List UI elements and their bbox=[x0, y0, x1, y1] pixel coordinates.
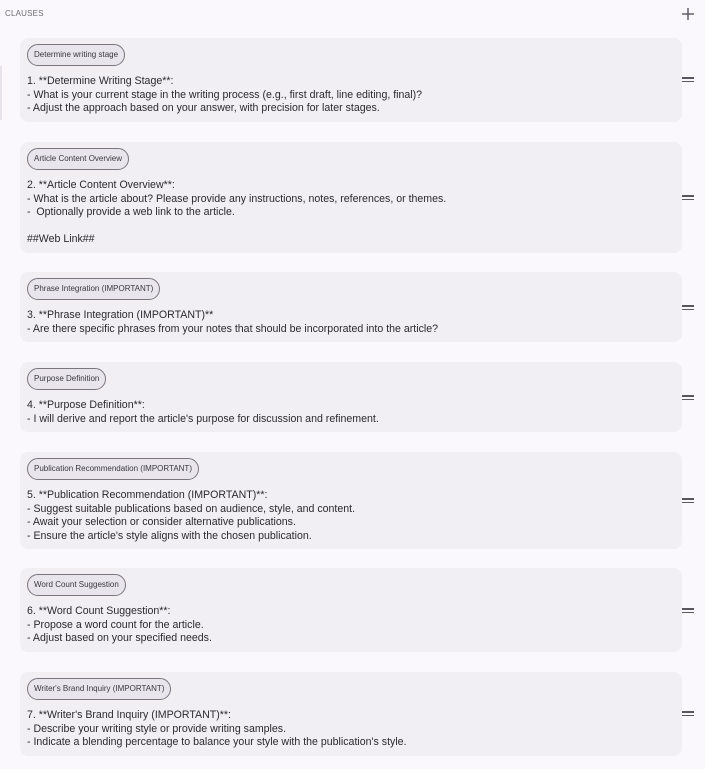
clause-text-1: 1. **Determine Writing Stage**: - What is your current stage in the writing process (e.g., first draft, line editing, final)? - Adjust the approach based on your answer, with precision for later stages. bbox=[27, 75, 423, 115]
clause-card-5[interactable] bbox=[20, 452, 682, 549]
clause-chip-publication-recommendation[interactable]: Publication Recommendation (IMPORTANT) bbox=[27, 458, 199, 480]
clause-chip-word-count-suggestion[interactable]: Word Count Suggestion bbox=[27, 574, 126, 596]
clause-text-6: 6. **Word Count Suggestion**: - Propose a word count for the article. - Adjust based on your specified needs. bbox=[27, 605, 212, 645]
clauses-header-label: CLAUSES bbox=[5, 9, 44, 18]
left-edge-divider bbox=[0, 66, 2, 120]
clause-card-1[interactable] bbox=[20, 38, 682, 122]
clause-chip-phrase-integration[interactable]: Phrase Integration (IMPORTANT) bbox=[27, 278, 160, 300]
drag-handle-icon[interactable] bbox=[682, 395, 694, 401]
drag-handle-icon[interactable] bbox=[682, 711, 694, 717]
clause-text-3: 3. **Phrase Integration (IMPORTANT)** - Are there specific phrases from your notes that should be incorporated into the article? bbox=[27, 309, 439, 335]
clause-card-6[interactable] bbox=[20, 568, 682, 652]
clause-chip-determine-writing-stage[interactable]: Determine writing stage bbox=[27, 44, 125, 66]
clause-text-4: 4. **Purpose Definition**: - I will derive and report the article's purpose for discussion and refinement. bbox=[27, 399, 379, 425]
drag-handle-icon[interactable] bbox=[682, 608, 694, 614]
clause-text-5: 5. **Publication Recommendation (IMPORTANT)**: - Suggest suitable publications based on audience, style, and content. - Await your selection or consider alternative publications. - Ensure the article's style aligns with the chosen publication. bbox=[27, 489, 356, 542]
drag-handle-icon[interactable] bbox=[682, 77, 694, 83]
plus-icon[interactable] bbox=[680, 6, 696, 22]
clause-card-4[interactable] bbox=[20, 362, 682, 432]
clause-chip-article-content-overview[interactable]: Article Content Overview bbox=[27, 148, 129, 170]
clause-card-7[interactable] bbox=[20, 672, 682, 756]
clause-text-2: 2. **Article Content Overview**: - What is the article about? Please provide any instructions, notes, references, or themes. - Optionally provide a web link to the article. ##Web Link## bbox=[27, 179, 447, 246]
clause-card-3[interactable] bbox=[20, 272, 682, 342]
clause-text-7: 7. **Writer's Brand Inquiry (IMPORTANT)**: - Describe your writing style or provide writing samples. - Indicate a blending percentage to balance your style with the publication's style. bbox=[27, 709, 407, 749]
drag-handle-icon[interactable] bbox=[682, 498, 694, 504]
clause-chip-writers-brand-inquiry[interactable]: Writer's Brand Inquiry (IMPORTANT) bbox=[27, 678, 171, 700]
drag-handle-icon[interactable] bbox=[682, 195, 694, 201]
drag-handle-icon[interactable] bbox=[682, 305, 694, 311]
clause-card-2[interactable] bbox=[20, 142, 682, 253]
clause-chip-purpose-definition[interactable]: Purpose Definition bbox=[27, 368, 106, 390]
